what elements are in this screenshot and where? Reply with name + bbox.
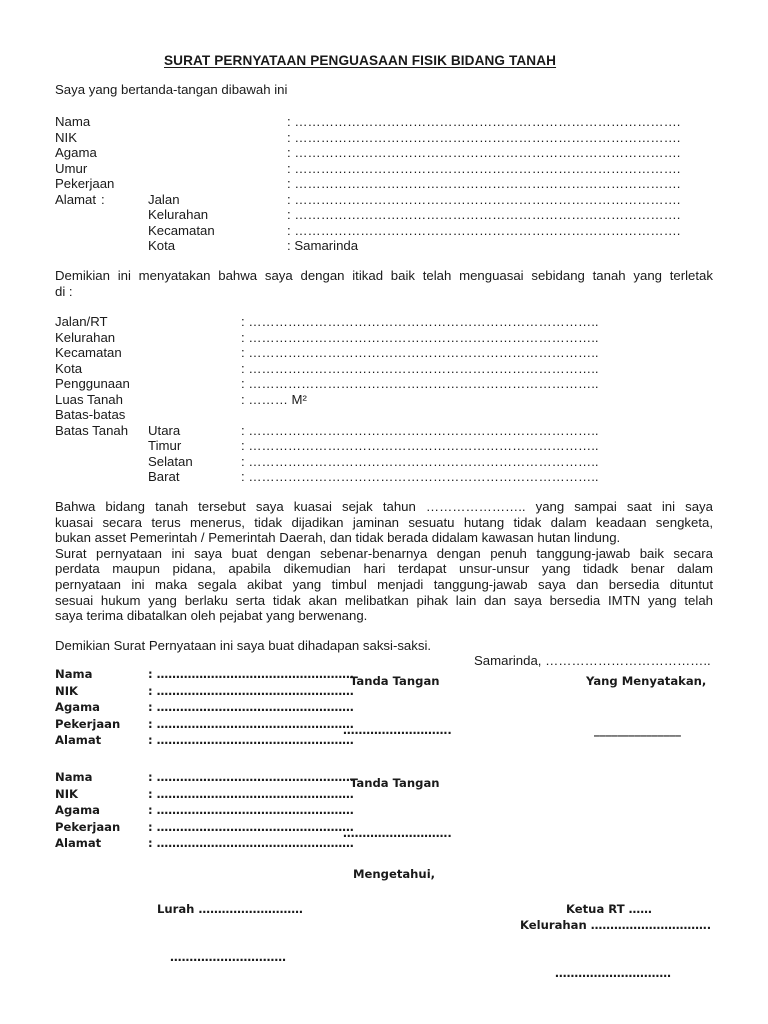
witness-field-nama: : …………………………………………… (148, 667, 354, 681)
identity-sub-kota: Kota (148, 238, 176, 253)
identity-label-pekerjaan: Pekerjaan (55, 176, 115, 191)
declarant-label: Yang Menyatakan, (586, 674, 707, 688)
land-field-utara: : …………………………………………………………………….. (241, 422, 599, 438)
witness-2-sign-dots: ………………………. (343, 826, 452, 840)
witness-field-nama: : …………………………………………… (148, 770, 354, 784)
land-dir-utara: Utara (148, 422, 181, 438)
statement-line: sesuai hukum yang berlaku serta tidak akan melibatkan pihak lain dan saya bersedia IMTN yang telah (55, 592, 713, 608)
identity-field-pekerjaan: : ……………………………………………………………………………. (287, 176, 681, 191)
witness-label-nama: Nama (55, 770, 93, 784)
rt-label: Ketua RT …… (566, 902, 652, 916)
witness-label-alamat: Alamat (55, 733, 102, 747)
land-dir-timur: Timur (148, 438, 182, 453)
land-label-jalan: Jalan/RT (55, 314, 108, 329)
closing-text: Demikian Surat Pernyataan ini saya buat dihadapan saksi-saksi. (55, 638, 432, 653)
document-title: SURAT PERNYATAAN PENGUASAAN FISIK BIDANG TANAH (164, 53, 557, 68)
witness-label-agama: Agama (55, 803, 100, 817)
rt-kelurahan: Kelurahan …………………………. (520, 918, 712, 932)
witness-field-pekerjaan: : …………………………………………… (148, 819, 354, 834)
statement-line: bukan asset Pemerintah / Pemerintah Daerah, dan tidak berada didalam kawasan hutan lindung. (55, 530, 621, 546)
identity-sub-kelurahan: Kelurahan (148, 207, 209, 222)
statement-line: pernyataan ini maka segala akibat yang timbul menjadi tanggung-jawab saya dan bersedia dituntut (55, 576, 713, 592)
witness-label-nama: Nama (55, 667, 93, 681)
identity-sub-kecamatan: Kecamatan (148, 222, 215, 238)
land-field-penggunaan: : …………………………………………………………………….. (241, 376, 599, 391)
land-label-luas: Luas Tanah (55, 391, 123, 407)
land-field-kecamatan: : …………………………………………………………………….. (241, 345, 599, 360)
land-field-timur: : …………………………………………………………………….. (241, 438, 599, 453)
statement-location-line: di : (55, 283, 73, 299)
identity-field-umur: : ……………………………………………………………………………. (287, 160, 681, 176)
land-dir-barat: Barat (148, 469, 180, 484)
statement-line: kuasai secara terus menerus, tidak dijadikan jaminan sesuatu hutang tidak dalam keadaan sengketa, (55, 514, 713, 530)
identity-label-umur: Umur (55, 160, 88, 176)
land-label-batas-tanah: Batas Tanah (55, 422, 129, 438)
witness-2-sign-label: Tanda Tangan (350, 776, 440, 790)
lurah-label: Lurah ……………………… (157, 902, 303, 916)
identity-sub-jalan: Jalan (148, 191, 180, 207)
identity-label-agama: Agama (55, 145, 97, 160)
land-field-selatan: : …………………………………………………………………….. (241, 453, 599, 469)
lurah-signature-dots: ………………………… (170, 950, 286, 964)
identity-field-nama: : ……………………………………………………………………………. (287, 114, 681, 129)
land-field-jalan: : …………………………………………………………………….. (241, 314, 599, 329)
identity-field-jalan: : ……………………………………………………………………………. (287, 191, 681, 207)
witness-field-nik: : …………………………………………… (148, 683, 354, 698)
witness-label-nik: NIK (55, 683, 79, 698)
land-field-luas: : ……… M² (241, 391, 307, 407)
witness-field-agama: : …………………………………………… (148, 700, 354, 714)
witness-1-sign-label: Tanda Tangan (350, 674, 440, 688)
land-field-barat: : …………………………………………………………………….. (241, 469, 599, 484)
witness-label-agama: Agama (55, 700, 100, 714)
witness-label-pekerjaan: Pekerjaan (55, 819, 121, 834)
identity-field-nik: : ……………………………………………………………………………. (287, 129, 681, 145)
identity-alamat-colon: : (101, 191, 105, 207)
land-label-penggunaan: Penggunaan (55, 376, 130, 391)
witness-label-pekerjaan: Pekerjaan (55, 716, 121, 731)
statement-line: saya terima dibatalkan oleh pejabat yang berwenang. (55, 608, 368, 624)
rt-signature-dots: ………………………… (555, 966, 671, 980)
land-field-kelurahan: : …………………………………………………………………….. (241, 329, 599, 345)
statement-location (55, 268, 713, 299)
witness-field-nik: : …………………………………………… (148, 786, 354, 801)
identity-field-kelurahan: : ……………………………………………………………………………. (287, 207, 681, 222)
land-label-kota: Kota (55, 360, 83, 376)
identity-field-kota: : Samarinda (287, 238, 359, 253)
declarant-signature-line: _______________ (594, 723, 681, 737)
statement-line: Surat pernyataan ini saya buat dengan sebenar-benarnya dengan penuh tanggung-jawab baik secara (55, 545, 713, 561)
statement-line: perdata maupun pidana, apabila dikemudian hari terdapat unsur-unsur yang tidadk benar dalam (55, 561, 713, 577)
witness-label-alamat: Alamat (55, 836, 102, 850)
place-date: Samarinda, ……………………………….. (474, 653, 711, 668)
identity-label-alamat: Alamat (55, 191, 97, 207)
statement-line: Bahwa bidang tanah tersebut saya kuasai sejak tahun ………………….. yang sampai saat ini saya (55, 499, 713, 514)
acknowledged-label: Mengetahui, (353, 867, 436, 881)
land-label-kelurahan: Kelurahan (55, 329, 116, 345)
intro-text: Saya yang bertanda-tangan dibawah ini (55, 82, 288, 97)
land-field-kota: : …………………………………………………………………….. (241, 360, 599, 376)
witness-field-alamat: : …………………………………………… (148, 733, 354, 747)
statement-location-line: Demikian ini menyatakan bahwa saya dengan itikad baik telah menguasai sebidang tanah yang terletak (55, 268, 713, 283)
land-label-kecamatan: Kecamatan (55, 345, 122, 360)
statement-ownership (55, 499, 713, 624)
identity-label-nik: NIK (55, 129, 77, 145)
land-label-batas-batas: Batas-batas (55, 407, 126, 422)
witness-field-pekerjaan: : …………………………………………… (148, 716, 354, 731)
witness-label-nik: NIK (55, 786, 79, 801)
witness-field-alamat: : …………………………………………… (148, 836, 354, 850)
identity-label-nama: Nama (55, 114, 91, 129)
identity-field-kecamatan: : ……………………………………………………………………………. (287, 222, 681, 238)
identity-field-agama: : ……………………………………………………………………………. (287, 145, 681, 160)
land-dir-selatan: Selatan (148, 453, 193, 469)
witness-field-agama: : …………………………………………… (148, 803, 354, 817)
witness-1-sign-dots: ………………………. (343, 723, 452, 737)
